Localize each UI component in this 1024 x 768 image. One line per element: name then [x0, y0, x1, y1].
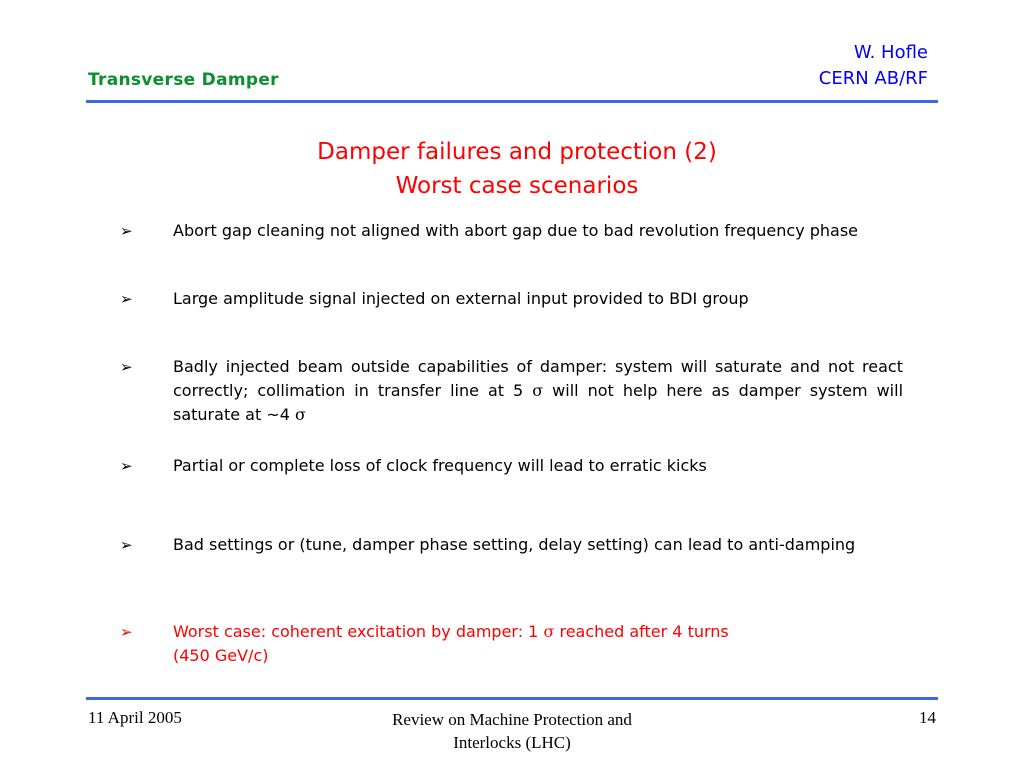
slide-title: [0, 135, 1024, 203]
author-name: W. Hofle: [853, 42, 928, 63]
sigma-symbol: σ: [294, 405, 306, 424]
bullet-text: Large amplitude signal injected on external input provided to BDI group: [173, 289, 749, 308]
footer-event: [340, 708, 684, 754]
header-title: Transverse Damper: [88, 70, 279, 90]
page-number: 14: [919, 708, 936, 727]
bullet-text: [173, 355, 903, 427]
footer-divider: [86, 697, 938, 700]
footer-date: 11 April 2005: [88, 708, 182, 727]
arrow-bullet-icon: ➢: [120, 623, 133, 641]
bullet-text-part: reached after 4 turns: [554, 622, 729, 641]
arrow-bullet-icon: ➢: [120, 457, 133, 475]
sigma-symbol: σ: [543, 622, 555, 641]
sigma-symbol: σ: [532, 381, 544, 400]
slide-title-line1: Damper failures and protection (2): [317, 139, 717, 165]
header-divider: [86, 100, 938, 103]
bullet-text-part: will not help here as damper system will saturate at ~4: [173, 381, 904, 424]
footer-event-line2: Interlocks (LHC): [453, 733, 571, 752]
bullet-text: Abort gap cleaning not aligned with abort gap due to bad revolution frequency phase: [173, 221, 859, 240]
author-affiliation: CERN AB/RF: [818, 68, 928, 89]
arrow-bullet-icon: ➢: [120, 536, 133, 554]
bullet-text-part: Badly injected beam outside capabilities of damper: system will saturate and not react correctly; collimation in transfer line at 5: [173, 357, 903, 400]
bullet-text: Bad settings or (tune, damper phase setting, delay setting) can lead to anti-damping: [173, 535, 856, 554]
author-block: [819, 40, 928, 92]
slide-title-line2: Worst case scenarios: [395, 173, 639, 199]
arrow-bullet-icon: ➢: [120, 290, 133, 308]
bullet-text-part: Worst case: coherent excitation by damper: 1: [173, 622, 544, 641]
footer-event-line1: Review on Machine Protection and: [392, 710, 632, 729]
bullet-text-part: (450 GeV/c): [173, 646, 269, 665]
arrow-bullet-icon: ➢: [120, 222, 133, 240]
bullet-text: [173, 620, 903, 668]
bullet-text: Partial or complete loss of clock frequency will lead to erratic kicks: [173, 456, 707, 475]
arrow-bullet-icon: ➢: [120, 358, 133, 376]
